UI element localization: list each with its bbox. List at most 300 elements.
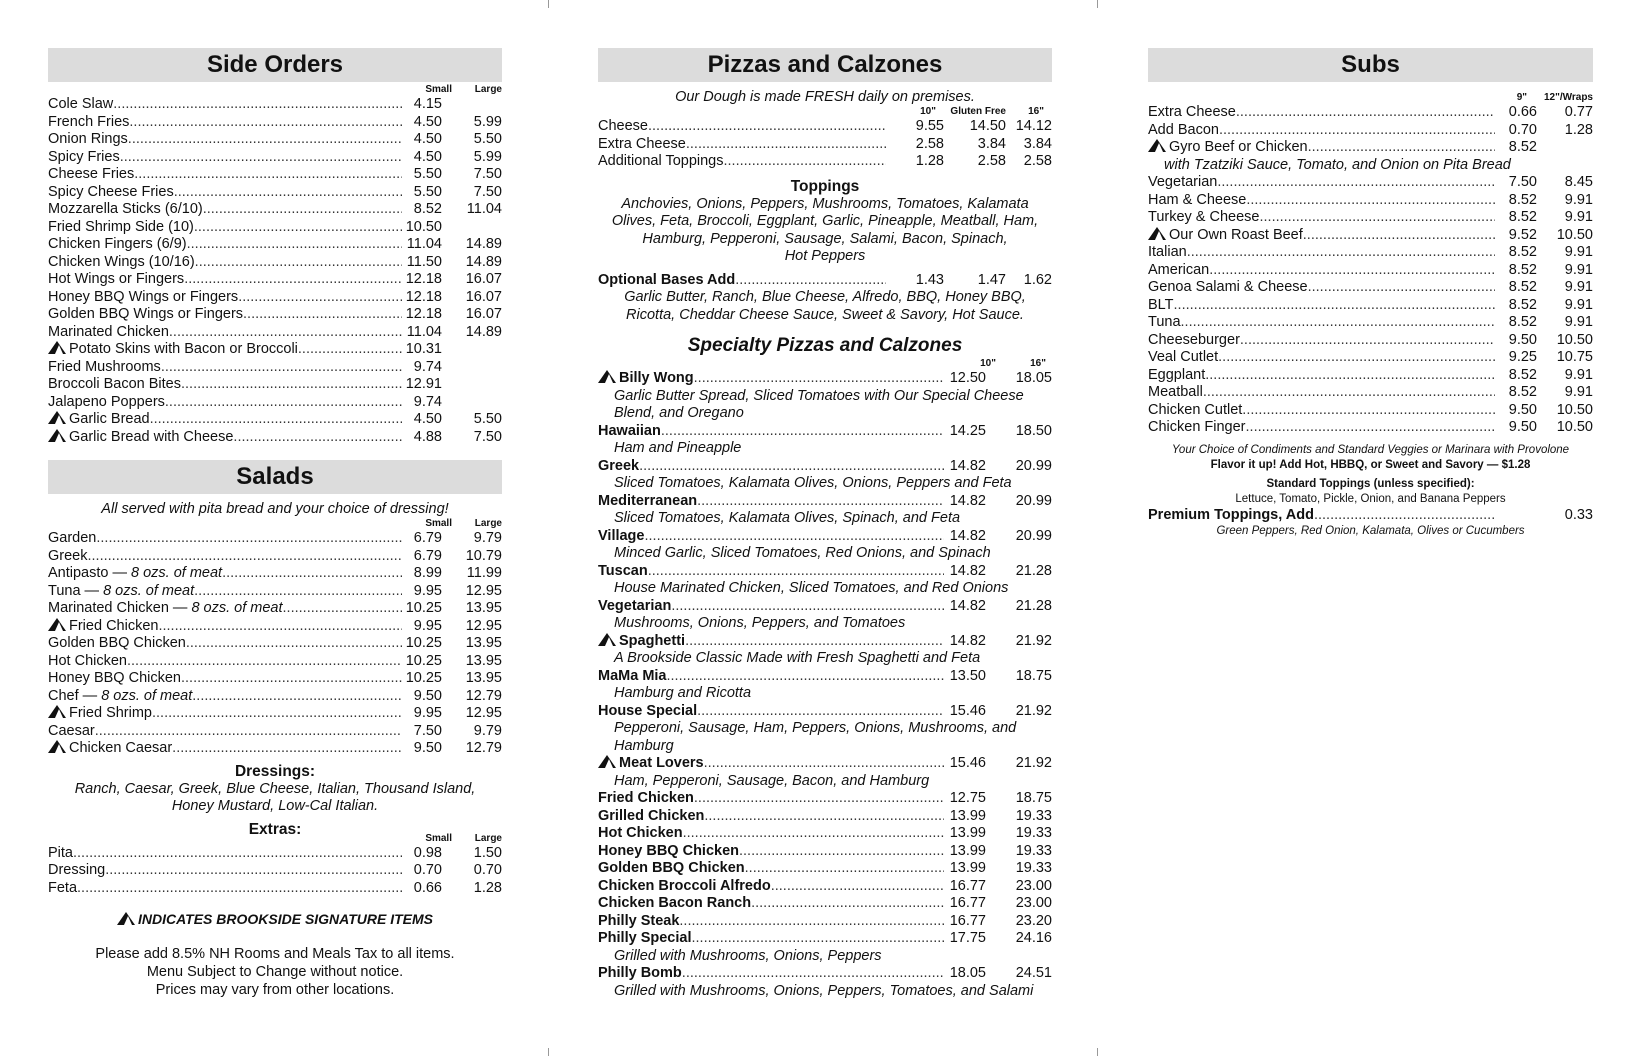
item-price: 14.25 — [949, 422, 986, 439]
item-price: 19.33 — [1015, 860, 1052, 876]
item-name: Onion Rings — [48, 131, 128, 147]
item-description: Ham, Pepperoni, Sausage, Bacon, and Hamburg — [614, 772, 930, 789]
item-price: 8.52 — [1508, 366, 1537, 383]
menu-row — [48, 429, 502, 447]
item-price: 13.50 — [949, 667, 986, 684]
leader-dots — [644, 528, 944, 546]
premium-toppings-row — [1148, 507, 1593, 525]
leader-dots — [692, 930, 945, 948]
leader-dots — [238, 289, 402, 307]
leader-dots — [1308, 139, 1495, 157]
leader-dots — [181, 670, 402, 688]
menu-row — [48, 583, 502, 601]
menu-row — [48, 845, 502, 863]
item-price: 21.28 — [1015, 562, 1052, 579]
item-description: Grilled with Mushrooms, Onions, Peppers — [614, 947, 882, 964]
item-price: 8.52 — [1508, 191, 1537, 208]
pizzas-header: Pizzas and Calzones — [598, 48, 1052, 82]
base-line: Ricotta, Cheddar Cheese Sauce, Sweet & Savory, Hot Sauce. — [626, 306, 1024, 323]
col-small: Small — [425, 84, 452, 95]
item-description: with Tzatziki Sauce, Tomato, and Onion on Pita Bread — [1164, 156, 1511, 173]
item-price: 10.25 — [405, 652, 442, 669]
item-price: 18.50 — [1015, 422, 1052, 439]
item-name: Additional Toppings — [598, 153, 724, 169]
leader-dots — [169, 324, 402, 342]
menu-row — [1148, 349, 1593, 367]
item-price: 1.47 — [977, 271, 1006, 288]
toppings-title: Toppings — [790, 177, 860, 195]
item-name: Garlic Bread — [48, 411, 150, 429]
item-name: Golden BBQ Chicken — [598, 860, 745, 876]
item-description: Minced Garlic, Sliced Tomatoes, Red Onions, and Spinach — [614, 545, 991, 561]
item-price: 5.50 — [473, 411, 502, 427]
item-price: 4.50 — [413, 148, 442, 165]
brookside-tent-icon — [48, 411, 66, 424]
item-name: Chicken Cutlet — [1148, 401, 1243, 418]
item-name: Village — [598, 527, 645, 544]
item-price: 18.75 — [1015, 790, 1052, 806]
leader-dots — [648, 563, 944, 581]
leader-dots — [1308, 279, 1495, 297]
menu-row — [1148, 419, 1593, 437]
item-price: 6.79 — [413, 547, 442, 564]
item-price: 8.52 — [1508, 384, 1537, 400]
col-large: Large — [474, 832, 502, 844]
menu-row — [48, 166, 502, 184]
item-name: French Fries — [48, 113, 130, 130]
menu-row — [48, 530, 502, 548]
item-price: 9.52 — [1508, 226, 1537, 243]
menu-row — [598, 808, 1052, 826]
item-name: Chicken Wings (10/16) — [48, 253, 195, 270]
salads-col-headers — [48, 518, 502, 530]
item-name: Chef — 8 ozs. of meat — [48, 687, 193, 704]
menu-row — [598, 272, 1052, 290]
item-name: Honey BBQ Wings or Fingers — [48, 288, 239, 305]
item-price: 6.79 — [413, 530, 442, 546]
menu-row — [48, 670, 502, 688]
item-price: 9.74 — [413, 393, 442, 410]
item-price: 20.99 — [1015, 492, 1052, 509]
item-price: 4.50 — [413, 113, 442, 130]
menu-row — [48, 114, 502, 132]
item-price: 21.28 — [1015, 597, 1052, 614]
item-name: Philly Special — [598, 930, 692, 946]
menu-row — [48, 723, 502, 741]
item-name: Greek — [48, 547, 88, 564]
menu-row — [598, 633, 1052, 651]
leader-dots — [751, 895, 944, 913]
brookside-tent-icon — [1148, 139, 1166, 152]
item-description: Mushrooms, Onions, Peppers, and Tomatoes — [614, 615, 906, 631]
premium-toppings-list: Green Peppers, Red Onion, Kalamata, Olives or Cucumbers — [1216, 525, 1525, 537]
item-name: Extra Cheese — [598, 135, 686, 152]
item-name: Hawaiian — [598, 422, 661, 439]
item-price: 9.91 — [1564, 296, 1593, 313]
item-price: 3.84 — [977, 135, 1006, 152]
item-price: 10.50 — [1556, 226, 1593, 243]
item-price: 7.50 — [413, 722, 442, 739]
item-description: Ham and Pineapple — [614, 440, 742, 456]
item-price: 1.28 — [915, 153, 944, 169]
footer-line: Please add 8.5% NH Rooms and Meals Tax to all items. — [95, 946, 455, 962]
item-price: 12.79 — [465, 687, 502, 704]
item-note: 8 ozs. of meat — [131, 565, 223, 581]
footer-line: Prices may vary from other locations. — [155, 982, 395, 998]
leader-dots — [174, 184, 402, 202]
subs-note: Your Choice of Condiments and Standard Veggies or Marinara with Provolone — [1171, 443, 1570, 456]
menu-row — [48, 149, 502, 167]
column-right — [1148, 48, 1593, 554]
brookside-tent-icon — [598, 370, 616, 383]
item-price: 8.52 — [1508, 296, 1537, 313]
item-description: House Marinated Chicken, Sliced Tomatoes, and Red Onions — [614, 580, 1009, 596]
item-price: 21.92 — [1015, 702, 1052, 719]
leader-dots — [1181, 314, 1495, 332]
leader-dots — [771, 878, 944, 896]
salads-subtitle: All served with pita bread and your choice of dressing! — [101, 501, 449, 517]
item-price: 15.46 — [949, 702, 986, 719]
menu-row — [1148, 297, 1593, 315]
brookside-tent-icon — [117, 912, 135, 925]
item-name: Garden — [48, 530, 97, 546]
menu-row — [1148, 279, 1593, 297]
crop-mark — [548, 0, 549, 8]
item-price: 9.74 — [413, 358, 442, 375]
col-9: 9" — [1516, 92, 1527, 103]
menu-row — [48, 376, 502, 394]
bases-list — [598, 289, 1052, 324]
item-description: Pepperoni, Sausage, Ham, Peppers, Onions, Mushrooms, and — [614, 720, 1017, 736]
menu-row — [1148, 402, 1593, 420]
leader-dots — [233, 429, 402, 447]
item-name: Genoa Salami & Cheese — [1148, 279, 1308, 295]
dressings-line: Honey Mustard, Low-Cal Italian. — [171, 798, 379, 814]
menu-row — [1148, 209, 1593, 227]
menu-row — [1148, 227, 1593, 245]
leader-dots — [298, 341, 402, 359]
item-name: Broccoli Bacon Bites — [48, 376, 181, 392]
item-price: 14.82 — [949, 492, 986, 509]
item-price: 12.75 — [949, 790, 986, 806]
item-description: Hamburg — [614, 737, 674, 754]
item-price: 12.18 — [405, 288, 442, 305]
item-price: 0.66 — [1508, 104, 1537, 120]
item-price: 1.28 — [1564, 121, 1593, 138]
leader-dots — [127, 653, 402, 671]
leader-dots — [1205, 367, 1495, 385]
item-price: 11.04 — [466, 201, 502, 217]
item-price: 14.89 — [465, 323, 502, 340]
leader-dots — [195, 254, 402, 272]
leader-dots — [697, 703, 944, 721]
leader-dots — [187, 236, 402, 254]
item-price: 7.50 — [473, 183, 502, 200]
item-price: 12.91 — [405, 376, 442, 392]
item-name: Chicken Finger — [1148, 419, 1246, 435]
menu-row — [1148, 139, 1593, 157]
leader-dots — [704, 755, 944, 773]
brookside-tent-icon — [48, 705, 66, 718]
item-price: 8.99 — [413, 565, 442, 581]
item-name: Tuscan — [598, 562, 648, 579]
item-price: 11.50 — [406, 253, 442, 270]
menu-row — [48, 306, 502, 324]
item-name: Spicy Fries — [48, 148, 120, 165]
leader-dots — [1217, 174, 1495, 192]
leader-dots — [671, 598, 944, 616]
item-price: 19.33 — [1015, 842, 1052, 859]
item-price: 8.52 — [1508, 209, 1537, 225]
item-name: Turkey & Cheese — [1148, 209, 1260, 225]
item-price: 9.50 — [1508, 419, 1537, 435]
menu-row — [1148, 384, 1593, 402]
item-note: 8 ozs. of meat — [103, 582, 195, 599]
brookside-tent-icon — [48, 341, 66, 354]
item-price: 23.00 — [1015, 877, 1052, 894]
item-name: Mediterranean — [598, 492, 698, 509]
item-price: 2.58 — [977, 153, 1006, 169]
brookside-tent-icon — [598, 755, 616, 768]
item-price: 15.46 — [949, 755, 986, 771]
item-price: 0.70 — [413, 862, 442, 878]
leader-dots — [735, 272, 886, 290]
item-name: Philly Bomb — [598, 965, 682, 981]
item-price: 4.50 — [413, 411, 442, 427]
column-left — [48, 48, 502, 999]
item-name: Italian — [1148, 244, 1187, 260]
menu-row — [48, 219, 502, 237]
salads-list — [48, 530, 502, 758]
leader-dots — [243, 306, 402, 324]
menu-row — [48, 600, 502, 618]
item-price: 8.52 — [1508, 139, 1537, 155]
item-price: 13.99 — [949, 842, 986, 859]
signature-note — [48, 911, 502, 927]
leader-dots — [203, 201, 402, 219]
item-name: Billy Wong — [598, 370, 694, 388]
item-price: 7.50 — [473, 428, 502, 445]
item-price: 9.95 — [413, 617, 442, 634]
item-price: 10.50 — [1556, 419, 1593, 435]
menu-row — [1148, 314, 1593, 332]
leader-dots — [694, 370, 944, 388]
item-price: 9.79 — [473, 722, 502, 739]
leader-dots — [96, 530, 402, 548]
leader-dots — [1219, 122, 1495, 140]
brookside-tent-icon — [48, 429, 66, 442]
item-price: 14.50 — [969, 118, 1006, 134]
leader-dots — [186, 635, 402, 653]
item-price: 9.91 — [1564, 244, 1593, 260]
leader-dots — [73, 845, 402, 863]
leader-dots — [1203, 384, 1495, 402]
item-name: Chicken Bacon Ranch — [598, 895, 752, 911]
item-description: Sliced Tomatoes, Kalamata Olives, Spinach, and Feta — [614, 510, 961, 526]
specialty-title: Specialty Pizzas and Calzones — [687, 335, 963, 356]
item-price: 10.31 — [405, 341, 442, 357]
item-note: 8 ozs. of meat — [191, 600, 283, 616]
item-name: Dressing — [48, 862, 106, 878]
menu-row — [48, 359, 502, 377]
item-price: 13.95 — [465, 652, 502, 669]
item-name: Hot Wings or Fingers — [48, 271, 185, 287]
item-price: 9.79 — [473, 530, 502, 546]
topping-line: Hamburg, Pepperoni, Sausage, Salami, Bacon, Spinach, — [642, 230, 1008, 247]
item-name: Jalapeno Poppers — [48, 393, 165, 410]
menu-row — [48, 618, 502, 636]
menu-row — [1148, 244, 1593, 262]
item-price: 3.84 — [1023, 135, 1052, 152]
leader-dots — [222, 565, 402, 583]
leader-dots — [161, 359, 402, 377]
menu-row — [48, 411, 502, 429]
leader-dots — [283, 600, 402, 618]
brookside-tent-icon — [48, 618, 66, 631]
menu-row — [598, 860, 1052, 878]
item-price: 9.50 — [1508, 331, 1537, 348]
item-price: 12.95 — [465, 617, 502, 634]
item-price: 12.18 — [405, 271, 442, 287]
menu-row — [598, 458, 1052, 476]
item-price: 9.25 — [1508, 349, 1537, 365]
item-price: 16.77 — [949, 912, 986, 929]
item-price: 23.20 — [1015, 912, 1052, 929]
menu-row — [48, 548, 502, 566]
leader-dots — [77, 880, 402, 898]
leader-dots — [194, 583, 402, 601]
footer-line: Menu Subject to Change without notice. — [146, 964, 404, 980]
item-name: Mozzarella Sticks (6/10) — [48, 201, 203, 217]
leader-dots — [1174, 297, 1495, 315]
item-price: 10.25 — [405, 670, 442, 686]
leader-dots — [685, 633, 944, 651]
leader-dots — [724, 153, 887, 171]
menu-row — [1148, 262, 1593, 280]
item-name: Meat Lovers — [598, 755, 704, 773]
item-price: 13.99 — [949, 825, 986, 841]
menu-row — [598, 668, 1052, 686]
menu-row — [48, 271, 502, 289]
leader-dots — [1187, 244, 1495, 262]
item-name: Our Own Roast Beef — [1148, 227, 1303, 245]
column-middle — [598, 48, 1052, 1000]
item-price: 19.33 — [1015, 825, 1052, 841]
item-name: Ham & Cheese — [1148, 191, 1247, 208]
specialty-list — [598, 370, 1052, 1000]
pizzas-col-headers — [598, 106, 1052, 118]
item-name: American — [1148, 261, 1210, 278]
topping-line: Hot Peppers — [784, 248, 866, 264]
item-name: Feta — [48, 879, 78, 896]
menu-row — [598, 913, 1052, 931]
item-price: 4.88 — [413, 428, 442, 445]
item-price: 5.99 — [473, 113, 502, 130]
item-price: 17.75 — [949, 930, 986, 946]
item-name: Hot Chicken — [48, 652, 127, 669]
leader-dots — [661, 423, 944, 441]
item-price: 10.25 — [405, 600, 442, 616]
menu-row — [48, 565, 502, 583]
leader-dots — [181, 376, 402, 394]
item-name: BLT — [1148, 296, 1174, 313]
item-name: Antipasto — 8 ozs. of meat — [48, 565, 223, 581]
item-price: 20.99 — [1015, 527, 1052, 544]
item-name: Tuna — 8 ozs. of meat — [48, 582, 195, 599]
item-price: 8.52 — [1508, 314, 1537, 330]
menu-row — [598, 493, 1052, 511]
leader-dots — [648, 118, 886, 136]
leader-dots — [704, 808, 944, 826]
item-price: 24.51 — [1015, 965, 1052, 981]
leader-dots — [679, 913, 944, 931]
item-price: 13.95 — [465, 670, 502, 686]
col-large: Large — [474, 84, 502, 95]
item-name: Chicken Fingers (6/9) — [48, 236, 187, 252]
salads-header: Salads — [48, 460, 502, 494]
item-name: Gyro Beef or Chicken — [1148, 139, 1308, 157]
bases-row — [598, 272, 1052, 290]
item-price: 10.50 — [405, 218, 442, 235]
item-name: Cheese Fries — [48, 166, 135, 182]
menu-row — [48, 653, 502, 671]
item-price: 0.70 — [1508, 121, 1537, 138]
leader-dots — [172, 740, 402, 758]
item-price: 7.50 — [1508, 174, 1537, 190]
item-price: 10.75 — [1556, 349, 1593, 365]
leader-dots — [1246, 192, 1495, 210]
item-price: 16.77 — [949, 877, 986, 894]
menu-row — [598, 790, 1052, 808]
item-name: Eggplant — [1148, 366, 1206, 383]
menu-row — [1148, 367, 1593, 385]
menu-row — [1148, 174, 1593, 192]
menu-row — [598, 703, 1052, 721]
leader-dots — [95, 723, 402, 741]
item-name: Vegetarian — [1148, 174, 1218, 190]
leader-dots — [682, 965, 944, 983]
item-name: Marinated Chicken — [48, 323, 169, 340]
subs-list — [1148, 104, 1593, 437]
item-name: Fried Chicken — [48, 618, 158, 636]
item-price: 10.79 — [465, 547, 502, 564]
item-name: Cheese — [598, 118, 648, 134]
menu-row — [598, 825, 1052, 843]
leader-dots — [158, 618, 402, 636]
item-price: 12.79 — [465, 740, 502, 756]
item-price: 8.52 — [1508, 261, 1537, 278]
leader-dots — [1236, 104, 1495, 122]
menu-row — [48, 880, 502, 898]
item-name: Meatball — [1148, 384, 1203, 400]
leader-dots — [683, 825, 944, 843]
col-small: Small — [425, 832, 452, 844]
leader-dots — [113, 96, 402, 114]
side-orders-col-headers — [48, 84, 502, 96]
leader-dots — [134, 166, 402, 184]
item-price: 16.77 — [949, 895, 986, 911]
item-price: 0.66 — [413, 879, 442, 896]
menu-row — [598, 136, 1052, 154]
leader-dots — [184, 271, 402, 289]
menu-row — [48, 635, 502, 653]
item-price: 4.50 — [413, 131, 442, 147]
item-price: 0.33 — [1564, 506, 1593, 523]
item-price: 14.82 — [949, 527, 986, 544]
item-price: 10.50 — [1556, 331, 1593, 348]
menu-row — [48, 131, 502, 149]
item-name: Fried Mushrooms — [48, 358, 161, 375]
